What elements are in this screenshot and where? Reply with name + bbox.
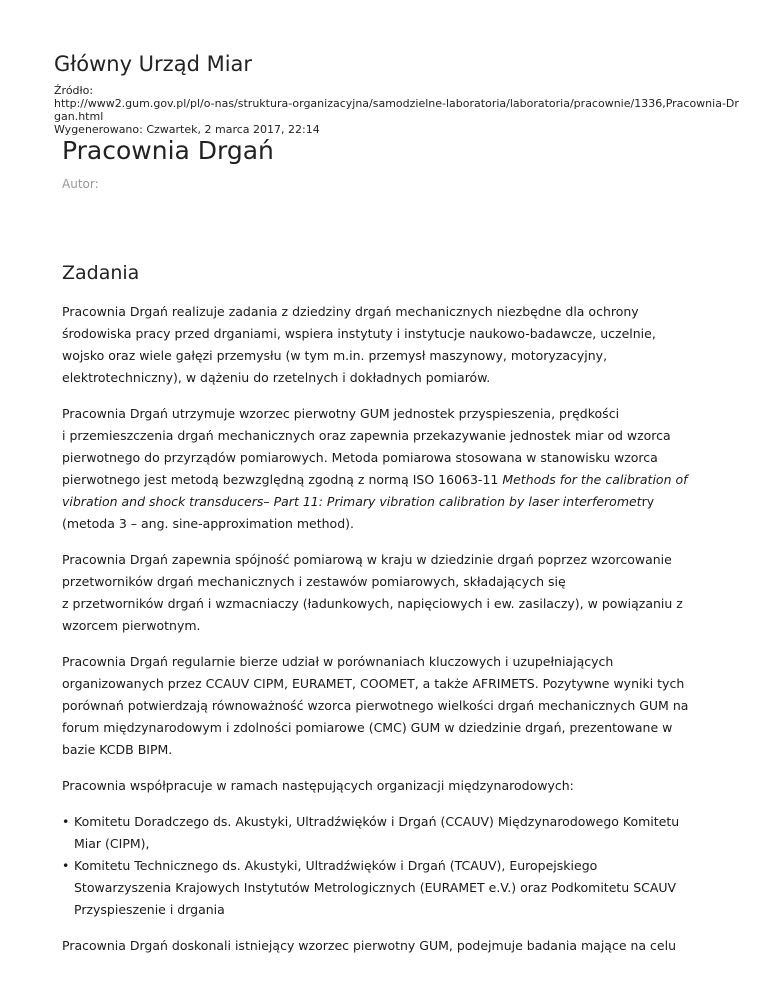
text-line: środowiska pracy przed drganiami, wspiera instytuty i instytucje naukowo-badawcze, uczelnie,	[62, 326, 656, 341]
text-line: wojsko oraz wiele gałęzi przemysłu (w tym m.in. przemysł maszynowy, motoryzacyjny,	[62, 348, 608, 363]
source-url: http://www2.gum.gov.pl/pl/o-nas/struktura-organizacyjna/samodzielne-laboratoria/laboratoria/pracownie/1336,Pracownia-Drgan.html	[54, 97, 739, 123]
generated-timestamp: Wygenerowano: Czwartek, 2 marca 2017, 22:14	[54, 123, 320, 136]
text-line: Komitetu Doradczego ds. Akustyki, Ultradźwięków i Drgań (CCAUV) Międzynarodowego Komitetu	[74, 814, 680, 829]
text-line: Pracownia Drgań regularnie bierze udział w porównaniach kluczowych i uzupełniających	[62, 654, 614, 669]
paragraph-4	[62, 651, 712, 761]
text-line: Pracownia Drgań realizuje zadania z dziedziny drgań mechanicznych niezbędne dla ochrony	[62, 304, 639, 319]
paragraph-6: Pracownia Drgań doskonali istniejący wzorzec pierwotny GUM, podejmuje badania mające na celu	[62, 938, 677, 953]
bullet-icon: •	[62, 858, 70, 873]
paragraph-2	[62, 403, 712, 535]
organizations-list	[62, 811, 712, 921]
paragraph-3	[62, 549, 712, 637]
paragraph-1	[62, 301, 712, 389]
site-title: Główny Urząd Miar	[54, 52, 253, 76]
text-line: Stowarzyszenia Krajowych Instytutów Metrologicznych (EURAMET e.V.) oraz Podkomitetu SCAUV	[74, 880, 677, 895]
text-segment: ry	[641, 494, 655, 509]
text-line: Komitetu Technicznego ds. Akustyki, Ultradźwięków i Drgań (TCAUV), Europejskiego	[74, 858, 598, 873]
page-title: Pracownia Drgań	[62, 136, 274, 165]
text-line: Miar (CIPM),	[74, 836, 150, 851]
section-title: Zadania	[62, 262, 140, 284]
text-line: bazie KCDB BIPM.	[62, 742, 173, 757]
text-line: forum międzynarodowym i zdolności pomiarowe (CMC) GUM w dziedzinie drgań, prezentowane w	[62, 720, 673, 735]
text-line	[62, 491, 712, 513]
text-line: pierwotnego do przyrządów pomiarowych. Metoda pomiarowa stosowana w stanowisku wzorca	[62, 450, 658, 465]
text-line: elektrotechniczny), w dążeniu do rzetelnych i dokładnych pomiarów.	[62, 370, 491, 385]
text-line	[62, 469, 712, 491]
standard-title-italic: vibration and shock transducers– Part 11: Primary vibration calibration by laser interferomet	[62, 494, 642, 509]
bullet-icon: •	[62, 814, 70, 829]
article-body	[62, 301, 712, 971]
text-line: Przyspieszenie i drgania	[74, 902, 225, 917]
standard-title-italic: Methods for the calibration of	[502, 472, 688, 487]
text-line: i przemieszczenia drgań mechanicznych oraz zapewnia przekazywanie jednostek miar od wzorca	[62, 428, 671, 443]
list-item	[62, 855, 712, 921]
list-item	[62, 811, 712, 855]
text-line: z przetworników drgań i wzmacniaczy (ładunkowych, napięciowych i ew. zasilaczy), w powiązaniu z	[62, 596, 683, 611]
document-meta	[54, 84, 744, 136]
text-line: Pracownia Drgań utrzymuje wzorzec pierwotny GUM jednostek przyspieszenia, prędkości	[62, 406, 620, 421]
text-line: przetworników drgań mechanicznych i zestawów pomiarowych, składających się	[62, 574, 566, 589]
text-line: organizowanych przez CCAUV CIPM, EURAMET, COOMET, a także AFRIMETS. Pozytywne wyniki tych	[62, 676, 685, 691]
source-label: Źródło:	[54, 84, 94, 97]
text-line: porównań potwierdzają równoważność wzorca pierwotnego wielkości drgań mechanicznych GUM na	[62, 698, 689, 713]
text-line: wzorcem pierwotnym.	[62, 618, 201, 633]
text-segment: pierwotnego jest metodą bezwzględną zgodną z normą ISO 16063-11	[62, 472, 503, 487]
text-line: Pracownia Drgań zapewnia spójność pomiarową w kraju w dziedzinie drgań poprzez wzorcowanie	[62, 552, 672, 567]
author-label: Autor:	[62, 177, 99, 191]
paragraph-5: Pracownia współpracuje w ramach następujących organizacji międzynarodowych:	[62, 778, 574, 793]
text-line: (metoda 3 – ang. sine-approximation method).	[62, 516, 354, 531]
